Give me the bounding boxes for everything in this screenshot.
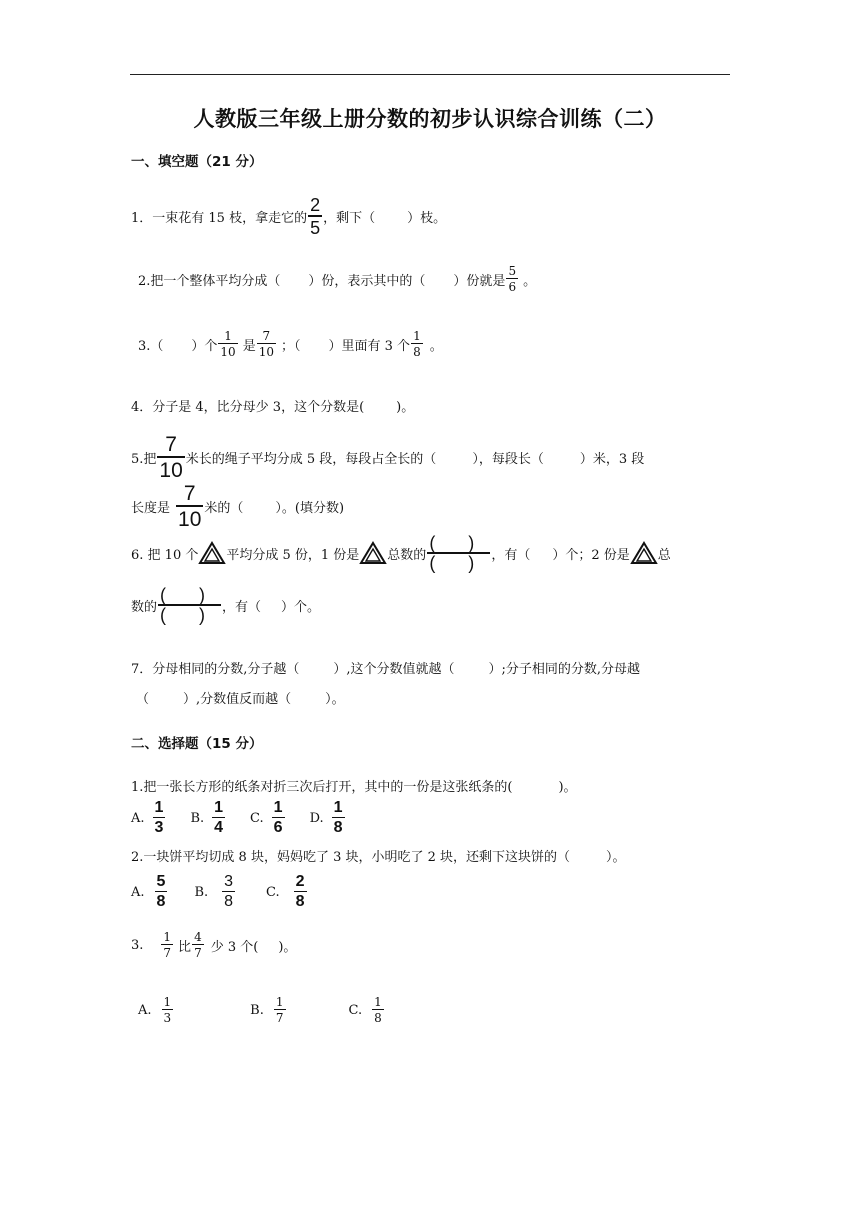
denominator: 8 xyxy=(413,345,421,359)
option-label: A. xyxy=(138,1002,152,1018)
question-2-2 xyxy=(131,846,626,865)
denominator: 8 xyxy=(224,893,234,910)
question-1-3 xyxy=(138,330,443,358)
option-a[interactable] xyxy=(131,800,166,836)
question-1-7-cont xyxy=(136,688,345,707)
section-1-header: 一、填空题（21 分） xyxy=(131,154,263,170)
q2-1-text: 1.把一张长方形的纸条对折三次后打开，其中的一份是这张纸条的( xyxy=(131,780,513,795)
q1-2-text: 2.把一个整体平均分成（ xyxy=(138,273,281,289)
fraction xyxy=(294,874,307,910)
q1-1-text: ，剩下（ xyxy=(323,211,376,226)
numerator: 7 xyxy=(262,329,271,343)
numerator-blank[interactable]: ( ) xyxy=(429,533,489,553)
option-label: D. xyxy=(309,810,324,826)
q1-3-text: ；（ xyxy=(281,338,301,354)
denominator-blank[interactable]: ( ) xyxy=(429,553,489,573)
question-1-4 xyxy=(131,396,414,415)
fraction xyxy=(332,800,345,836)
fraction xyxy=(308,196,322,237)
fraction xyxy=(411,330,423,358)
denominator: 10 xyxy=(178,508,202,531)
fraction xyxy=(162,996,174,1024)
option-label: C. xyxy=(348,1002,363,1018)
numerator: 1 xyxy=(413,329,421,343)
q1-7-text: ）;分子相同的分数,分母越 xyxy=(488,662,641,677)
question-2-1 xyxy=(131,776,577,795)
q1-6-text: 总数的 xyxy=(387,547,427,563)
option-c[interactable] xyxy=(266,874,308,910)
fraction xyxy=(153,800,166,836)
q1-3-text: 。 xyxy=(429,338,443,354)
q2-2-text: 2.一块饼平均切成 8 块，妈妈吃了 3 块，小明吃了 2 块，还剩下这块饼的（ xyxy=(131,850,571,865)
numerator: 1 xyxy=(214,799,224,816)
q2-1-text: )。 xyxy=(558,780,577,795)
denominator: 8 xyxy=(333,819,343,836)
numerator: 5 xyxy=(156,873,166,890)
section-2-header: 二、选择题（15 分） xyxy=(131,736,263,752)
numerator: 7 xyxy=(165,433,177,456)
denominator: 5 xyxy=(310,218,321,238)
q1-3-text: ）个 xyxy=(191,338,218,354)
q1-5-text: ）。(填分数) xyxy=(275,501,345,516)
numerator: 3 xyxy=(224,873,234,890)
q1-5-text: 长度是 xyxy=(131,501,171,516)
numerator: 1 xyxy=(374,995,382,1009)
denominator: 3 xyxy=(163,1011,172,1025)
q1-7-text: ）,这个分数值就越（ xyxy=(333,662,455,677)
q1-7-text: 7．分母相同的分数,分子越（ xyxy=(131,662,300,677)
option-label: B. xyxy=(190,810,205,826)
numerator: 1 xyxy=(273,799,283,816)
q1-6-text: ，有（ xyxy=(491,547,531,563)
numerator: 2 xyxy=(310,195,321,215)
triangle-icon xyxy=(630,541,658,565)
q2-3-text: 比 xyxy=(178,939,192,955)
q2-2-text: ）。 xyxy=(606,850,626,865)
question-1-5 xyxy=(131,434,644,481)
numerator: 4 xyxy=(194,930,202,944)
option-c[interactable] xyxy=(250,800,286,836)
question-1-2 xyxy=(138,265,536,293)
fraction xyxy=(155,874,168,910)
q1-3-text: 3.（ xyxy=(138,338,164,354)
fraction xyxy=(506,265,518,293)
option-label: C. xyxy=(266,884,280,900)
option-b[interactable] xyxy=(250,996,286,1024)
numerator: 1 xyxy=(163,930,172,944)
denominator: 6 xyxy=(508,280,517,294)
q1-3-text: 是 xyxy=(242,338,256,354)
option-b[interactable] xyxy=(194,874,236,910)
option-label: B. xyxy=(194,884,209,900)
numerator: 5 xyxy=(508,264,517,278)
q1-1-text: ）枝。 xyxy=(407,211,447,226)
fraction-blank[interactable] xyxy=(158,586,221,624)
header-rule xyxy=(130,74,730,75)
q1-6-text: ）个。 xyxy=(281,599,321,615)
fraction xyxy=(257,330,276,358)
q1-6-text: ，有（ xyxy=(222,599,262,615)
denominator-blank[interactable]: ( ) xyxy=(160,605,220,625)
q1-6-text: 数的 xyxy=(131,599,158,615)
numerator: 2 xyxy=(295,873,305,890)
q1-7-text: （ xyxy=(136,692,150,707)
numerator: 7 xyxy=(183,482,196,505)
numerator: 1 xyxy=(224,329,232,343)
q2-3-text: 少 3 个( xyxy=(210,939,259,955)
q1-4-text: )。 xyxy=(396,400,415,415)
question-1-5-cont xyxy=(131,483,344,530)
option-c[interactable] xyxy=(349,996,385,1024)
denominator: 8 xyxy=(295,893,305,910)
question-1-1 xyxy=(131,196,446,237)
q1-5-text: 米长的绳子平均分成 5 段，每段占全长的（ xyxy=(185,452,437,467)
fraction xyxy=(212,800,225,836)
q1-5-text: 米的（ xyxy=(204,501,244,516)
numerator: 1 xyxy=(154,799,164,816)
option-label: B. xyxy=(250,1002,264,1018)
fraction xyxy=(272,800,285,836)
q1-6-text: ）个；2 份是 xyxy=(552,547,630,563)
q1-2-text: 。 xyxy=(523,273,537,289)
numerator: 1 xyxy=(275,995,284,1009)
q1-5-text: ），每段长（ xyxy=(472,452,544,467)
fraction xyxy=(218,330,237,358)
option-a[interactable] xyxy=(131,874,168,910)
q2-3-text: )。 xyxy=(278,939,297,955)
question-2-1-options xyxy=(131,800,346,836)
denominator: 8 xyxy=(374,1011,382,1025)
option-label: C. xyxy=(250,810,264,826)
q1-6-text: 6. 把 10 个 xyxy=(131,547,199,563)
denominator: 7 xyxy=(163,946,172,960)
option-label: A. xyxy=(131,884,145,900)
fraction xyxy=(176,483,203,530)
denominator: 7 xyxy=(194,946,202,960)
q1-5-text: 5.把 xyxy=(131,452,157,467)
q1-2-text: ）份就是 xyxy=(453,273,506,289)
triangle-icon xyxy=(198,541,226,565)
q1-7-text: ）。 xyxy=(325,692,345,707)
q2-3-text: 3. xyxy=(131,937,144,953)
denominator: 4 xyxy=(214,819,224,836)
fraction xyxy=(192,931,204,959)
denominator: 10 xyxy=(220,345,236,359)
denominator: 7 xyxy=(275,1011,284,1025)
question-2-3-options xyxy=(138,996,385,1024)
fraction xyxy=(157,434,184,481)
question-2-2-options xyxy=(131,874,308,910)
fraction xyxy=(274,996,286,1024)
fraction-blank[interactable] xyxy=(427,534,490,572)
denominator: 6 xyxy=(273,819,283,836)
q1-5-text: ）米，3 段 xyxy=(579,452,645,467)
question-1-7 xyxy=(131,658,640,677)
option-a[interactable] xyxy=(138,996,174,1024)
q1-6-text: 总 xyxy=(657,547,671,563)
numerator-blank[interactable]: ( ) xyxy=(160,585,220,605)
q1-1-text: 1．一束花有 15 枝，拿走它的 xyxy=(131,211,308,226)
q1-4-text: 4．分子是 4，比分母少 3，这个分数是( xyxy=(131,400,365,415)
q1-6-text: 平均分成 5 份，1 份是 xyxy=(226,547,360,563)
option-b[interactable] xyxy=(190,800,226,836)
page-title: 人教版三年级上册分数的初步认识综合训练（二） xyxy=(193,107,667,131)
question-2-3 xyxy=(131,931,296,959)
denominator: 10 xyxy=(258,345,274,359)
question-1-6-cont xyxy=(131,586,320,624)
q1-3-text: ）里面有 3 个 xyxy=(328,338,411,354)
triangle-icon xyxy=(359,541,387,565)
numerator: 1 xyxy=(163,995,172,1009)
fraction xyxy=(222,874,235,910)
denominator: 10 xyxy=(159,459,183,482)
q1-2-text: ）份，表示其中的（ xyxy=(308,273,426,289)
option-d[interactable] xyxy=(310,800,346,836)
denominator: 3 xyxy=(154,819,164,836)
fraction xyxy=(161,931,173,959)
fraction xyxy=(372,996,384,1024)
q1-7-text: ）,分数值反而越（ xyxy=(183,692,292,707)
question-1-6 xyxy=(131,534,671,572)
option-label: A. xyxy=(131,810,145,826)
denominator: 8 xyxy=(156,893,166,910)
numerator: 1 xyxy=(333,799,343,816)
